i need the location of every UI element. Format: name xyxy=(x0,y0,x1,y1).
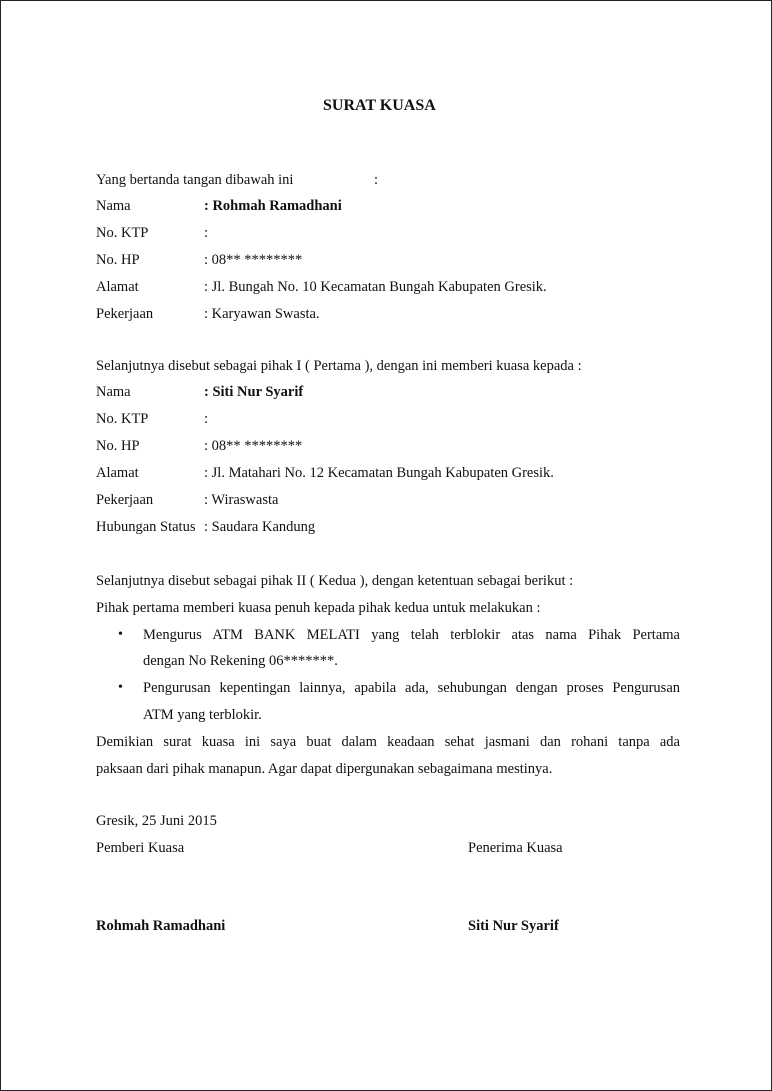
party1-ktp-value: : xyxy=(204,225,209,241)
party1-job-label: Pekerjaan xyxy=(96,306,154,322)
party1-address-label: Alamat xyxy=(96,279,139,295)
authority-text: Pihak pertama memberi kuasa penuh kepada pihak kedua untuk melakukan : xyxy=(96,600,541,616)
giver-label: Pemberi Kuasa xyxy=(96,840,185,856)
party2-name-value: : Siti Nur Syarif xyxy=(204,384,304,400)
second-party-text: Selanjutnya disebut sebagai pihak II ( Kedua ), dengan ketentuan sebagai berikut : xyxy=(96,573,574,589)
bullet-icon: • xyxy=(118,627,123,642)
bullet-2-line-2: ATM yang terblokir. xyxy=(143,707,262,723)
party1-hp-label: No. HP xyxy=(96,252,140,268)
party2-job-value: : Wiraswasta xyxy=(204,492,279,508)
place-date: Gresik, 25 Juni 2015 xyxy=(96,813,217,829)
party1-address-value: : Jl. Bungah No. 10 Kecamatan Bungah Kabupaten Gresik. xyxy=(204,279,547,295)
party1-name-label: Nama xyxy=(96,198,131,214)
party2-hp-label: No. HP xyxy=(96,438,140,454)
bullet-1-line-1: Mengurus ATM BANK MELATI yang telah terblokir atas nama Pihak Pertama xyxy=(143,627,680,643)
party2-ktp-label: No. KTP xyxy=(96,411,149,427)
party2-name-label: Nama xyxy=(96,384,131,400)
giver-name: Rohmah Ramadhani xyxy=(96,918,226,934)
party1-ktp-label: No. KTP xyxy=(96,225,149,241)
bullet-2-line-1: Pengurusan kepentingan lainnya, apabila ada, sehubungan dengan proses Pengurusan xyxy=(143,680,680,696)
bullet-1-line-2: dengan No Rekening 06*******. xyxy=(143,653,338,669)
party1-name-value: : Rohmah Ramadhani xyxy=(204,198,342,214)
party2-relation-value: : Saudara Kandung xyxy=(204,519,316,535)
document-title: SURAT KUASA xyxy=(323,97,436,114)
receiver-name: Siti Nur Syarif xyxy=(468,918,559,934)
party2-relation-label: Hubungan Status xyxy=(96,519,196,535)
party2-ktp-value: : xyxy=(204,411,209,427)
intro-colon: : xyxy=(374,172,379,188)
party2-address-label: Alamat xyxy=(96,465,139,481)
party1-hp-value: : 08** ******** xyxy=(204,252,303,268)
closing-line-2: paksaan dari pihak manapun. Agar dapat dipergunakan sebagaimana mestinya. xyxy=(96,761,553,777)
party2-address-value: : Jl. Matahari No. 12 Kecamatan Bungah Kabupaten Gresik. xyxy=(204,465,554,481)
party2-job-label: Pekerjaan xyxy=(96,492,154,508)
intro-text: Yang bertanda tangan dibawah ini xyxy=(96,172,294,188)
closing-line-1: Demikian surat kuasa ini saya buat dalam keadaan sehat jasmani dan rohani tanpa ada xyxy=(96,734,680,750)
party2-hp-value: : 08** ******** xyxy=(204,438,303,454)
party1-job-value: : Karyawan Swasta. xyxy=(204,306,320,322)
receiver-label: Penerima Kuasa xyxy=(468,840,563,856)
transfer-text: Selanjutnya disebut sebagai pihak I ( Pertama ), dengan ini memberi kuasa kepada : xyxy=(96,358,582,374)
bullet-icon: • xyxy=(118,680,123,695)
